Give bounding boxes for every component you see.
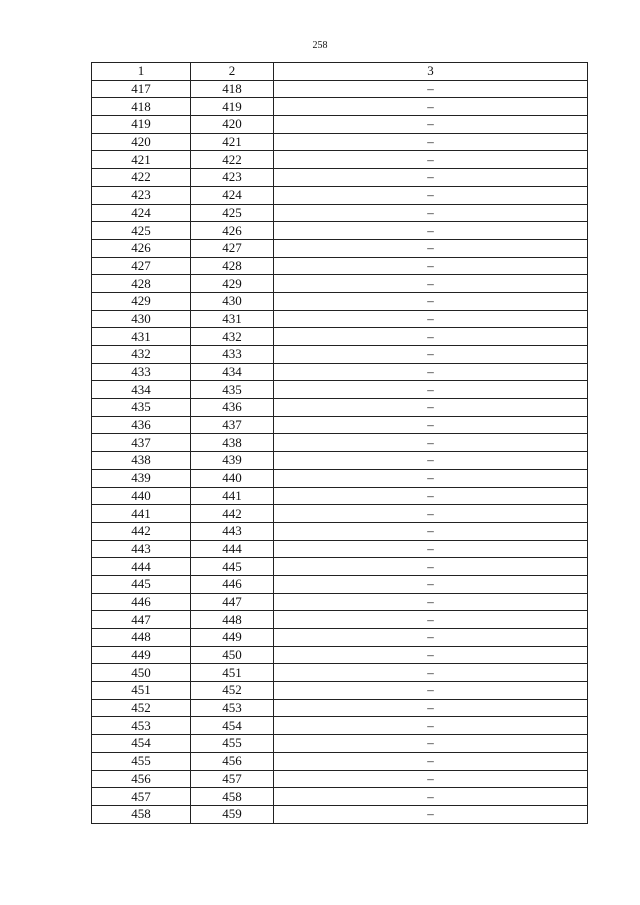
table-row	[92, 186, 588, 204]
table-cell: –	[274, 629, 588, 647]
table-cell: 436	[92, 416, 191, 434]
table-cell: 447	[92, 611, 191, 629]
table-cell: –	[274, 575, 588, 593]
table-cell: 438	[191, 434, 274, 452]
table-cell: 419	[191, 98, 274, 116]
table-cell: 424	[92, 204, 191, 222]
table-cell: –	[274, 646, 588, 664]
table-cell: –	[274, 381, 588, 399]
table-cell: 420	[191, 116, 274, 134]
page-number: 258	[312, 40, 328, 51]
table-cell: –	[274, 328, 588, 346]
table-row	[92, 239, 588, 257]
table-row	[92, 575, 588, 593]
table-row	[92, 133, 588, 151]
table-cell: 429	[92, 292, 191, 310]
table-cell: 441	[92, 505, 191, 523]
table-row	[92, 204, 588, 222]
table-cell: 419	[92, 116, 191, 134]
table-cell: 432	[92, 346, 191, 364]
table-row	[92, 151, 588, 169]
table-row	[92, 752, 588, 770]
table-cell: –	[274, 558, 588, 576]
table-cell: 420	[92, 133, 191, 151]
table-cell: 440	[191, 469, 274, 487]
data-table	[91, 62, 588, 824]
table-row	[92, 381, 588, 399]
table-cell: –	[274, 80, 588, 98]
table-row	[92, 292, 588, 310]
table-cell: 429	[191, 275, 274, 293]
table-cell: 452	[191, 682, 274, 700]
table-cell: –	[274, 682, 588, 700]
table-cell: 443	[191, 522, 274, 540]
table-cell: 454	[191, 717, 274, 735]
table-row	[92, 682, 588, 700]
table-cell: 439	[92, 469, 191, 487]
table-cell: –	[274, 98, 588, 116]
table-row	[92, 98, 588, 116]
table-cell: 425	[92, 222, 191, 240]
table-cell: 426	[92, 239, 191, 257]
table-cell: 436	[191, 399, 274, 417]
table-cell: –	[274, 363, 588, 381]
table-cell: 437	[92, 434, 191, 452]
table-cell: –	[274, 522, 588, 540]
table-cell: 448	[191, 611, 274, 629]
table-cell: 456	[191, 752, 274, 770]
table-cell: 446	[191, 575, 274, 593]
table-cell: –	[274, 434, 588, 452]
table-cell: 458	[92, 805, 191, 823]
table-row	[92, 805, 588, 823]
table-cell: 434	[191, 363, 274, 381]
table-cell: 449	[191, 629, 274, 647]
table-cell: 441	[191, 487, 274, 505]
table-cell: 433	[92, 363, 191, 381]
table-cell: 442	[191, 505, 274, 523]
table-row	[92, 505, 588, 523]
table-row	[92, 452, 588, 470]
table-cell: 423	[191, 169, 274, 187]
table-cell: 427	[92, 257, 191, 275]
table-cell: 431	[92, 328, 191, 346]
table-row	[92, 540, 588, 558]
table-cell: –	[274, 186, 588, 204]
table-row	[92, 699, 588, 717]
table-cell: –	[274, 593, 588, 611]
table-row	[92, 558, 588, 576]
table-row	[92, 275, 588, 293]
table-row	[92, 169, 588, 187]
table-cell: –	[274, 805, 588, 823]
table-row	[92, 664, 588, 682]
table-cell: –	[274, 204, 588, 222]
table-cell: 451	[92, 682, 191, 700]
column-header: 1	[92, 63, 191, 81]
table-cell: 423	[92, 186, 191, 204]
table-row	[92, 80, 588, 98]
table-row	[92, 416, 588, 434]
table-row	[92, 257, 588, 275]
table-cell: 435	[92, 399, 191, 417]
table-cell: –	[274, 699, 588, 717]
column-header: 2	[191, 63, 274, 81]
table-cell: 432	[191, 328, 274, 346]
table-row	[92, 593, 588, 611]
table-cell: –	[274, 399, 588, 417]
table-cell: –	[274, 257, 588, 275]
table-cell: 433	[191, 346, 274, 364]
table-cell: 418	[92, 98, 191, 116]
table-cell: –	[274, 540, 588, 558]
table-cell: 438	[92, 452, 191, 470]
table-cell: –	[274, 416, 588, 434]
table-row	[92, 487, 588, 505]
table-cell: –	[274, 116, 588, 134]
table-cell: –	[274, 452, 588, 470]
table-cell: 450	[191, 646, 274, 664]
table-cell: 446	[92, 593, 191, 611]
table-cell: 457	[92, 788, 191, 806]
table-cell: 443	[92, 540, 191, 558]
table-cell: –	[274, 310, 588, 328]
table-row	[92, 310, 588, 328]
table-row	[92, 611, 588, 629]
table-cell: 447	[191, 593, 274, 611]
table-row	[92, 363, 588, 381]
table-cell: –	[274, 487, 588, 505]
table-cell: 427	[191, 239, 274, 257]
table-cell: 442	[92, 522, 191, 540]
table-cell: –	[274, 469, 588, 487]
table-cell: 417	[92, 80, 191, 98]
table-row	[92, 434, 588, 452]
table-cell: 428	[191, 257, 274, 275]
table-cell: 445	[191, 558, 274, 576]
table-cell: 422	[92, 169, 191, 187]
table-row	[92, 328, 588, 346]
table-row	[92, 222, 588, 240]
table-cell: 455	[191, 735, 274, 753]
table-cell: 458	[191, 788, 274, 806]
table-cell: 445	[92, 575, 191, 593]
table-cell: 457	[191, 770, 274, 788]
table-cell: –	[274, 222, 588, 240]
table-cell: –	[274, 151, 588, 169]
table-cell: –	[274, 611, 588, 629]
table-cell: 434	[92, 381, 191, 399]
table-cell: –	[274, 717, 588, 735]
table-cell: 421	[191, 133, 274, 151]
table-cell: 431	[191, 310, 274, 328]
table-cell: 428	[92, 275, 191, 293]
table-cell: 455	[92, 752, 191, 770]
table-cell: 435	[191, 381, 274, 399]
table-cell: 451	[191, 664, 274, 682]
table-row	[92, 116, 588, 134]
table-row	[92, 788, 588, 806]
table-cell: –	[274, 275, 588, 293]
table-cell: 440	[92, 487, 191, 505]
table-row	[92, 735, 588, 753]
table-cell: 450	[92, 664, 191, 682]
column-header: 3	[274, 63, 588, 81]
table-cell: –	[274, 239, 588, 257]
table-row	[92, 469, 588, 487]
table-cell: 456	[92, 770, 191, 788]
table-cell: 452	[92, 699, 191, 717]
table-row	[92, 646, 588, 664]
table-cell: 444	[92, 558, 191, 576]
table-cell: 444	[191, 540, 274, 558]
table-cell: 449	[92, 646, 191, 664]
table-cell: –	[274, 346, 588, 364]
table-row	[92, 522, 588, 540]
table-cell: 459	[191, 805, 274, 823]
table-cell: –	[274, 770, 588, 788]
table-cell: 426	[191, 222, 274, 240]
table-cell: –	[274, 752, 588, 770]
table-cell: 437	[191, 416, 274, 434]
table-cell: –	[274, 735, 588, 753]
table-row	[92, 770, 588, 788]
table-row	[92, 717, 588, 735]
table-cell: 422	[191, 151, 274, 169]
table-cell: 430	[92, 310, 191, 328]
table-row	[92, 399, 588, 417]
table-cell: 453	[191, 699, 274, 717]
table-cell: 439	[191, 452, 274, 470]
table-cell: 448	[92, 629, 191, 647]
table-row	[92, 346, 588, 364]
table-cell: 421	[92, 151, 191, 169]
table-cell: 453	[92, 717, 191, 735]
table-cell: 430	[191, 292, 274, 310]
table-cell: –	[274, 664, 588, 682]
table-cell: –	[274, 133, 588, 151]
table-cell: 418	[191, 80, 274, 98]
table-header-row	[92, 63, 588, 81]
table-cell: 424	[191, 186, 274, 204]
table-cell: –	[274, 505, 588, 523]
table-cell: –	[274, 292, 588, 310]
table-row	[92, 629, 588, 647]
table-body	[92, 80, 588, 823]
table-cell: –	[274, 788, 588, 806]
table-cell: 454	[92, 735, 191, 753]
table-cell: –	[274, 169, 588, 187]
table-cell: 425	[191, 204, 274, 222]
